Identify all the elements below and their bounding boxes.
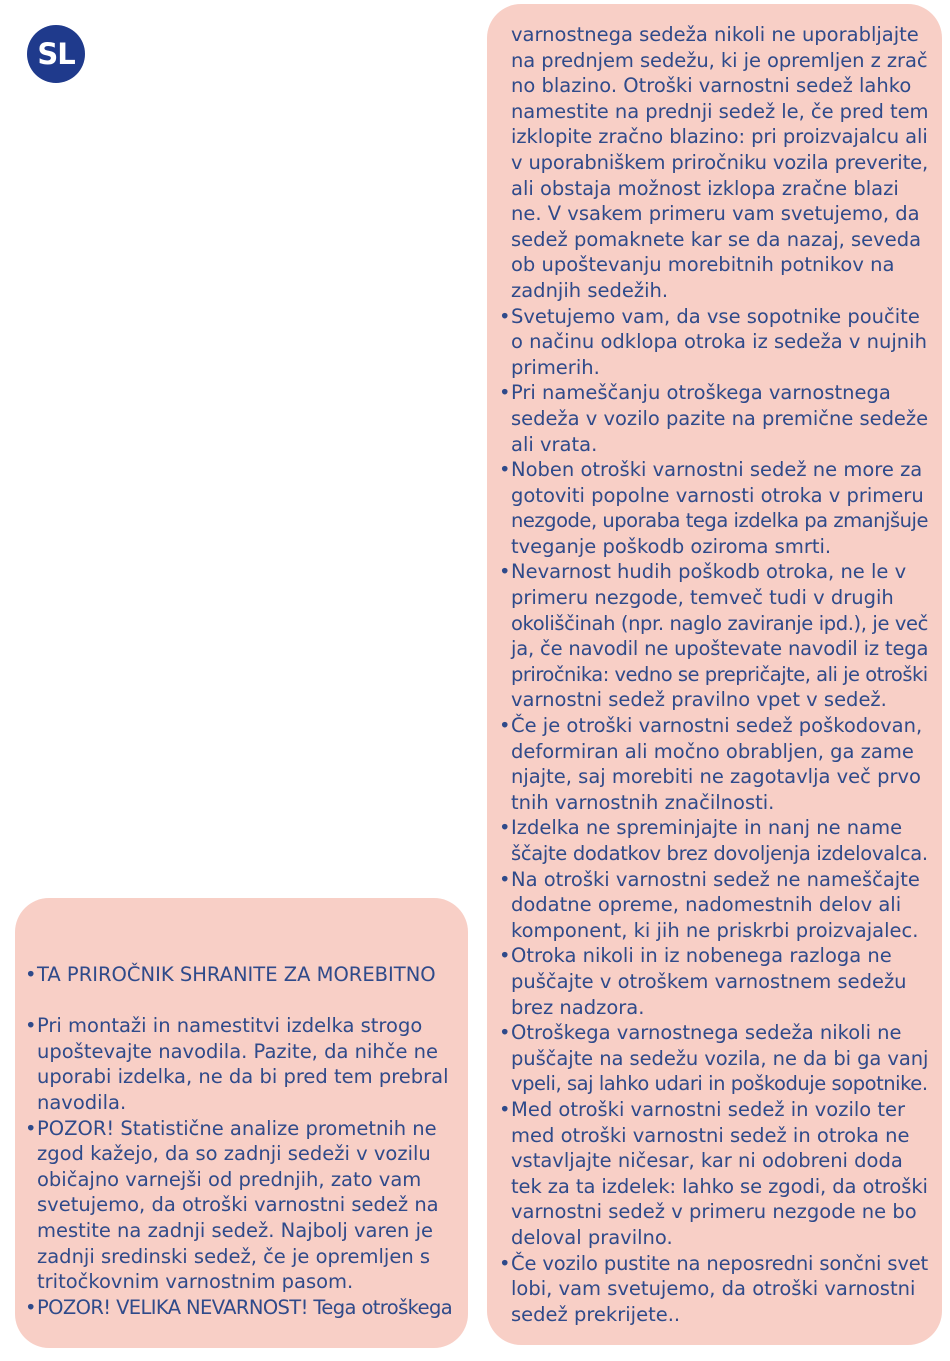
text-line: navodila. [37, 1090, 127, 1114]
bullet-line: • POZOR! Statistične analize prometnih ne [25, 1116, 452, 1142]
bullet-line: • Noben otroški varnostni sedež ne more za [499, 457, 928, 483]
text-line: varnostnega sedeža nikoli ne uporabljajte [511, 23, 919, 46]
left-text-lines [25, 962, 452, 1320]
text-line: priročnika: vedno se prepričajte, ali je otroški [511, 662, 928, 686]
text-line: upoštevajte navodila. Pazite, da nihče ne [37, 1039, 439, 1063]
bullet-line: • Pri nameščanju otroškega varnostnega [499, 380, 928, 406]
text-line: puščajte v otroškem varnostnem sedežu [511, 969, 907, 993]
text-line: običajno varnejši od prednjih, zato vam [37, 1167, 422, 1191]
text-line: tveganje poškodb oziroma smrti. [511, 534, 832, 558]
text-line: mestite na zadnji sedež. Najbolj varen je [37, 1218, 434, 1242]
text-line: vstavljajte ničesar, kar ni odobreni doda [511, 1149, 903, 1173]
text-line: lobi, vam svetujemo, da otroški varnostni [511, 1277, 916, 1301]
text-line: vpeli, saj lahko udari in poškoduje sopotnike. [511, 1072, 928, 1096]
text-line: sedeža v vozilo pazite na premične sedeže [511, 406, 929, 430]
text-line: ščajte dodatkov brez dovoljenja izdelovalca. [511, 842, 928, 865]
text-line: sedež pomaknete kar se da nazaj, seveda [511, 227, 922, 251]
text-line: tritočkovnim varnostnim pasom. [37, 1270, 354, 1294]
text-line: zadnjih sedežih. [511, 278, 669, 302]
bullet-line: • Otroškega varnostnega sedeža nikoli ne [499, 1020, 928, 1046]
text-line: primeru nezgode, temveč tudi v drugih [511, 586, 894, 610]
text-line: gotoviti popolne varnosti otroka v primeru [511, 483, 924, 507]
bullet-line: • Svetujemo vam, da vse sopotnike poučite [499, 304, 928, 330]
text-line: dodatne opreme, nadomestnih delov ali [511, 893, 902, 917]
bullet-line: • Izdelka ne spreminjajte in nanj ne name [499, 815, 928, 841]
text-line: uporabi izdelka, ne da bi pred tem prebral [37, 1065, 449, 1089]
text-line: ali vrata. [511, 432, 598, 456]
text-line: ali obstaja možnost izklopa zračne blazi [511, 176, 899, 200]
text-line: njajte, saj morebiti ne zagotavlja več prvo [511, 765, 921, 789]
bullet-line: • Nevarnost hudih poškodb otroka, ne le v [499, 559, 928, 585]
language-code: SL [37, 37, 75, 71]
text-line: deloval pravilno. [511, 1225, 673, 1249]
bullet-line: • Če je otroški varnostni sedež poškodovan, [499, 713, 928, 739]
text-line: sedež prekrijete.. [511, 1302, 681, 1326]
text-line: varnostni sedež v primeru nezgode ne bo [511, 1200, 917, 1224]
text-line: namestite na prednji sedež le, če pred tem [511, 99, 929, 123]
text-line: izklopite zračno blazino: pri proizvajalcu ali [511, 125, 928, 149]
bullet-line: • Na otroški varnostni sedež ne nameščajte [499, 867, 928, 893]
text-line: med otroški varnostni sedež in otroka ne [511, 1123, 910, 1147]
bullet-line: • Otroka nikoli in iz nobenega razloga ne [499, 943, 928, 969]
text-line: ja, če navodil ne upoštevate navodil iz tega [511, 637, 929, 661]
text-line: tnih varnostnih značilnosti. [511, 790, 775, 814]
left-text-panel [15, 898, 468, 1348]
text-line: ob upoštevanju morebitnih potnikov na [511, 253, 895, 277]
text-line: okoliščinah (npr. naglo zaviranje ipd.), je več [511, 611, 928, 635]
bullet-line: • POZOR! VELIKA NEVARNOST! Tega otroškega [25, 1295, 452, 1321]
paragraph-gap [25, 988, 452, 1014]
text-line: o načinu odklopa otroka iz sedeža v nujnih [511, 330, 927, 354]
right-text-panel [487, 4, 942, 1345]
text-line: svetujemo, da otroški varnostni sedež na [37, 1193, 439, 1217]
text-line: varnostni sedež pravilno vpet v sedež. [511, 688, 887, 712]
text-line: ne. V vsakem primeru vam svetujemo, da [511, 202, 920, 226]
text-line: zadnji sredinski sedež, če je opremljen s [37, 1244, 431, 1268]
text-line: zgod kažejo, da so zadnji sedeži v vozilu [37, 1142, 431, 1166]
text-line: deformiran ali močno obrabljen, ga zame [511, 739, 914, 763]
text-line: komponent, ki jih ne priskrbi proizvajalec. [511, 918, 919, 942]
right-text-lines [499, 22, 928, 1327]
text-line: nezgode, uporaba tega izdelka pa zmanjšuje [511, 509, 928, 533]
language-badge [27, 25, 85, 83]
text-line: brez nadzora. [511, 995, 645, 1019]
text-line: primerih. [511, 355, 600, 379]
bullet-line: • Med otroški varnostni sedež in vozilo ter [499, 1097, 928, 1123]
text-line: v uporabniškem priročniku vozila preverite, [511, 150, 929, 174]
text-line: puščajte na sedežu vozila, ne da bi ga vanj [511, 1046, 929, 1070]
bullet-line: • Če vozilo pustite na neposredni sončni svet [499, 1251, 928, 1277]
bullet-line: • Pri montaži in namestitvi izdelka strogo [25, 1013, 452, 1039]
text-line: na prednjem sedežu, ki je opremljen z zrač [511, 48, 928, 72]
text-line: no blazino. Otroški varnostni sedež lahko [511, 74, 912, 98]
text-line: tek za ta izdelek: lahko se zgodi, da otroški [511, 1174, 928, 1198]
bullet-line: • TA PRIROČNIK SHRANITE ZA MOREBITNO [25, 962, 452, 988]
